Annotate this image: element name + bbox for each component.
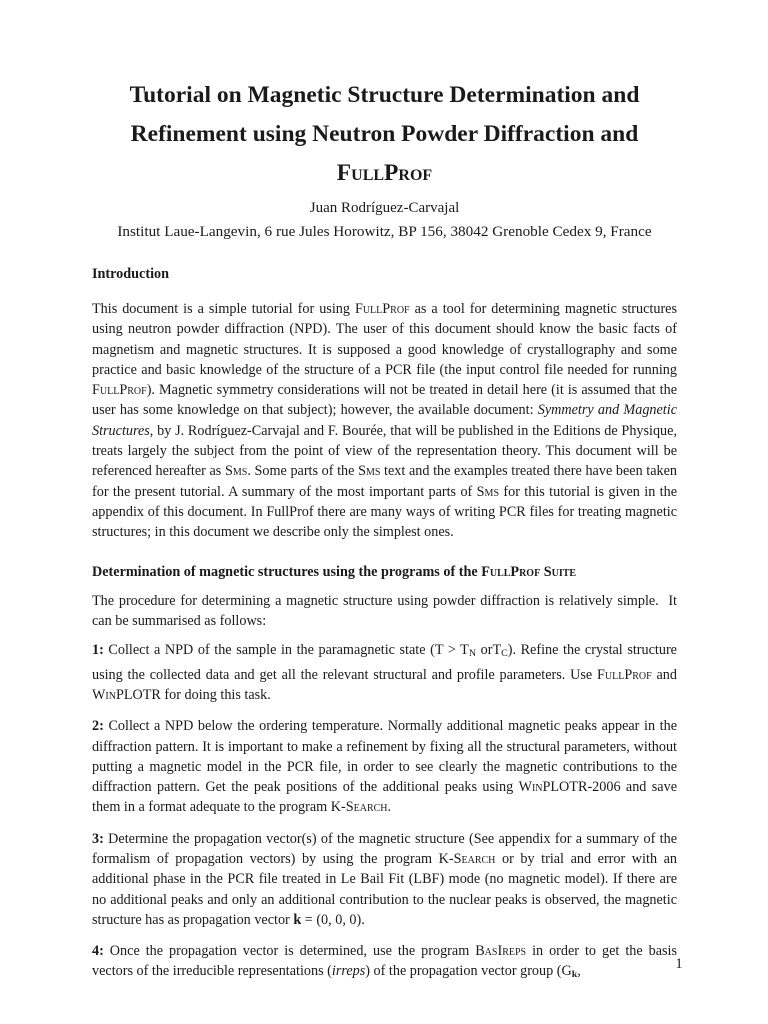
paragraph-step-1: 1: Collect a NPD of the sample in the paramagnetic state ($T > T_N$ orT$_C$). Refine the crystal structure using the collected data and get all the relevant structural and profile parameters. Use FullProf and WinPLOTR for doing this task. <box>92 642 677 703</box>
title-line-2: Refinement using Neutron Powder Diffraction and <box>130 121 639 147</box>
paragraph-step-3: 3: Determine the propagation vector(s) of the magnetic structure (See appendix for a summary of the formalism of propagation vectors) by using the program K-Search or by trial and error with an additional phase in the PCR file treated in Le Bail Fit (LBF) mode (no magnetic model). If there are no additional peaks and only an additional contribution to the nuclear peaks is observed, the magnetic structure has as propagation vector k = (0, 0, 0). <box>92 830 678 928</box>
paragraph-step-2: 2: Collect a NPD below the ordering temperature. Normally additional magnetic peaks appear in the diffraction pattern. It is important to make a refinement by fixing all the structural parameters, without putting a magnetic model in the PCR file, in order to see clearly the magnetic contributions to the diffraction pattern. Get the peak positions of the additional peaks using WinPLOTR-2006 and save them in a format adequate to the program K-Search. <box>92 718 677 816</box>
paragraph-step-4: 4: Once the propagation vector is determined, use the program BasIreps in order to get the basis vectors of the irreducible representations (irreps) of the propagation vector group ($G_k$, <box>92 943 677 981</box>
section-heading-introduction: Introduction <box>92 266 169 282</box>
title-line-3-fullprof: FullProf <box>336 160 433 186</box>
author-affiliation: Institut Laue-Langevin, 6 rue Jules Horowitz, BP 156, 38042 Grenoble Cedex 9, France <box>117 223 652 240</box>
page-number: 1 <box>675 956 683 972</box>
author-name: Juan Rodríguez-Carvajal <box>309 200 460 216</box>
title-line-1: Tutorial on Magnetic Structure Determination and <box>129 82 640 108</box>
document-title <box>92 76 677 193</box>
paragraph-introduction: This document is a simple tutorial for using FullProf as a tool for determining magnetic structures using neutron powder diffraction (NPD). The user of this document should know the basic facts of magnetism and magnetic structures. It is supposed a good knowledge of crystallography and some practice and basic knowledge of the structure of a PCR file (the input control file needed for running FullProf). Magnetic symmetry considerations will not be treated in detail here (it is assumed that the user has some knowledge on that subject); however, the available document: Symmetry and Magnetic Structures, by J. Rodríguez-Carvajal and F. Bourée, that will be published in the Editions de Physique, treats largely the subject from the point of view of the representation theory. This document will be referenced hereafter as Sms. Some parts of the Sms text and the examples treated there have been taken for the present tutorial. A summary of the most important parts of Sms for this tutorial is given in the appendix of this document. In FullProf there are many ways of writing PCR files for treating magnetic structures; in this document we describe only the simplest ones. <box>92 301 678 541</box>
section-heading-determination: Determination of magnetic structures using the programs of the FullProf Suite <box>92 563 577 580</box>
paragraph-procedure: The procedure for determining a magnetic structure using powder diffraction is relatively simple. It can be summarised as follows: <box>92 592 677 629</box>
